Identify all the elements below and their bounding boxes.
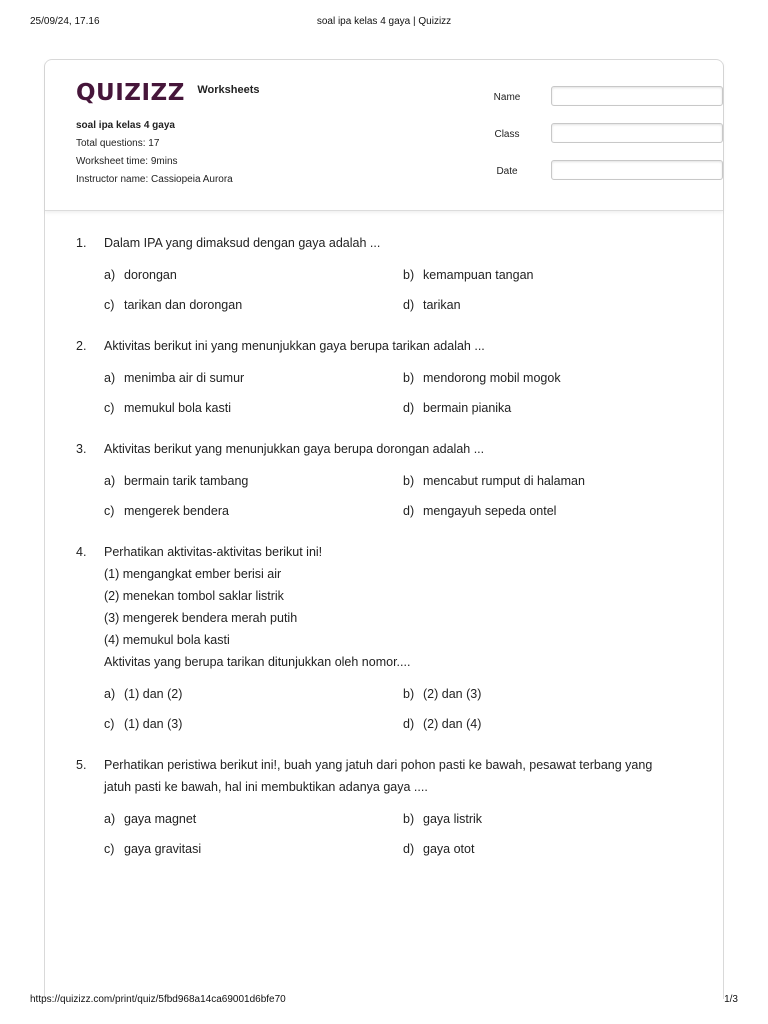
option-d — [403, 713, 693, 735]
question-text — [104, 335, 693, 357]
question-line: Dalam IPA yang dimaksud dengan gaya adalah ... — [104, 236, 381, 250]
question-line: Perhatikan peristiwa berikut ini!, buah yang jatuh dari pohon pasti ke bawah, pesawat terbang yang — [104, 758, 653, 772]
question-line: Aktivitas berikut yang menunjukkan gaya berupa dorongan adalah ... — [104, 442, 485, 456]
worksheet-meta — [76, 120, 233, 192]
option-d — [403, 838, 693, 860]
answer-options — [104, 683, 693, 735]
page-number: 1/3 — [724, 994, 738, 1005]
question-list — [76, 232, 693, 879]
option-b — [403, 367, 693, 389]
question-line: Aktivitas yang berupa tarikan ditunjukkan oleh nomor.... — [104, 655, 411, 669]
date-field[interactable] — [551, 160, 723, 180]
option-text: dorongan — [124, 268, 177, 282]
option-text: mengayuh sepeda ontel — [423, 504, 557, 518]
option-text: mendorong mobil mogok — [423, 371, 561, 385]
option-letter: b) — [403, 371, 415, 385]
question-number: 4. — [76, 545, 87, 559]
class-field[interactable] — [551, 123, 723, 143]
question-text — [104, 754, 693, 798]
option-text: memukul bola kasti — [124, 401, 231, 415]
option-letter: d) — [403, 298, 415, 312]
worksheet-time: Worksheet time: 9mins — [76, 156, 178, 167]
option-b — [403, 683, 693, 705]
option-d — [403, 294, 693, 316]
option-letter: d) — [403, 401, 415, 415]
worksheet-header — [45, 60, 723, 211]
instructor-name: Instructor name: Cassiopeia Aurora — [76, 174, 233, 185]
option-c — [104, 397, 403, 419]
option-c — [104, 500, 403, 522]
question-text — [104, 232, 693, 254]
class-field-row — [477, 123, 693, 160]
option-letter: a) — [104, 687, 116, 701]
print-datetime: 25/09/24, 17.16 — [30, 16, 100, 27]
option-text: gaya magnet — [124, 812, 197, 826]
question-text — [104, 541, 693, 673]
quizizz-logo: QUIZIZZ — [76, 80, 185, 106]
option-b — [403, 264, 693, 286]
question-line: (3) mengerek bendera merah putih — [104, 611, 298, 625]
question-line: Aktivitas berikut ini yang menunjukkan gaya berupa tarikan adalah ... — [104, 339, 485, 353]
option-b — [403, 808, 693, 830]
option-letter: c) — [104, 717, 115, 731]
option-a — [104, 808, 403, 830]
option-text: gaya otot — [423, 842, 475, 856]
print-page-title: soal ipa kelas 4 gaya | Quizizz — [316, 16, 452, 27]
question-number: 5. — [76, 758, 87, 772]
name-field-row — [477, 86, 693, 123]
option-letter: a) — [104, 812, 116, 826]
worksheets-label: Worksheets — [197, 84, 260, 96]
option-letter: d) — [403, 842, 415, 856]
question-line: (2) menekan tombol saklar listrik — [104, 589, 284, 603]
option-letter: a) — [104, 371, 116, 385]
name-field[interactable] — [551, 86, 723, 106]
option-letter: c) — [104, 298, 115, 312]
option-text: mencabut rumput di halaman — [423, 474, 585, 488]
option-letter: b) — [403, 474, 415, 488]
worksheet-card — [44, 59, 724, 999]
question-line: jatuh pasti ke bawah, hal ini membuktikan adanya gaya .... — [104, 780, 428, 794]
option-letter: c) — [104, 842, 115, 856]
option-text: (2) dan (4) — [423, 717, 482, 731]
option-letter: a) — [104, 268, 116, 282]
option-c — [104, 838, 403, 860]
question-3 — [76, 438, 693, 522]
option-b — [403, 470, 693, 492]
option-text: bermain tarik tambang — [124, 474, 249, 488]
date-field-row — [477, 160, 693, 197]
question-4 — [76, 541, 693, 735]
answer-options — [104, 367, 693, 419]
option-letter: c) — [104, 504, 115, 518]
answer-options — [104, 470, 693, 522]
date-label: Date — [496, 166, 518, 177]
name-label: Name — [493, 92, 521, 103]
class-label: Class — [494, 129, 520, 140]
print-url: https://quizizz.com/print/quiz/5fbd968a14ca69001d6bfe70 — [30, 994, 286, 1005]
option-text: kemampuan tangan — [423, 268, 534, 282]
print-footer — [30, 994, 738, 1008]
option-d — [403, 397, 693, 419]
option-text: gaya gravitasi — [124, 842, 202, 856]
option-c — [104, 294, 403, 316]
option-letter: a) — [104, 474, 116, 488]
option-letter: c) — [104, 401, 115, 415]
option-text: (2) dan (3) — [423, 687, 482, 701]
question-1 — [76, 232, 693, 316]
option-text: mengerek bendera — [124, 504, 229, 518]
question-number: 3. — [76, 442, 87, 456]
question-text — [104, 438, 693, 460]
option-text: menimba air di sumur — [124, 371, 245, 385]
answer-options — [104, 808, 693, 860]
print-header — [30, 16, 738, 30]
option-a — [104, 470, 403, 492]
option-letter: d) — [403, 504, 415, 518]
question-line: Perhatikan aktivitas-aktivitas berikut ini! — [104, 545, 323, 559]
question-number: 2. — [76, 339, 87, 353]
option-letter: b) — [403, 687, 415, 701]
option-c — [104, 713, 403, 735]
option-text: tarikan — [423, 298, 461, 312]
option-letter: d) — [403, 717, 415, 731]
question-line: (4) memukul bola kasti — [104, 633, 230, 647]
question-2 — [76, 335, 693, 419]
answer-options — [104, 264, 693, 316]
option-text: (1) dan (2) — [124, 687, 183, 701]
total-questions: Total questions: 17 — [76, 138, 160, 149]
question-5 — [76, 754, 693, 860]
brand — [76, 80, 260, 106]
option-a — [104, 683, 403, 705]
option-text: gaya listrik — [423, 812, 483, 826]
question-number: 1. — [76, 236, 87, 250]
option-letter: b) — [403, 268, 415, 282]
option-a — [104, 367, 403, 389]
option-text: (1) dan (3) — [124, 717, 183, 731]
student-fields — [477, 86, 693, 197]
question-line: (1) mengangkat ember berisi air — [104, 567, 282, 581]
option-text: tarikan dan dorongan — [124, 298, 243, 312]
option-letter: b) — [403, 812, 415, 826]
option-text: bermain pianika — [423, 401, 512, 415]
option-d — [403, 500, 693, 522]
option-a — [104, 264, 403, 286]
worksheet-title: soal ipa kelas 4 gaya — [76, 120, 175, 131]
